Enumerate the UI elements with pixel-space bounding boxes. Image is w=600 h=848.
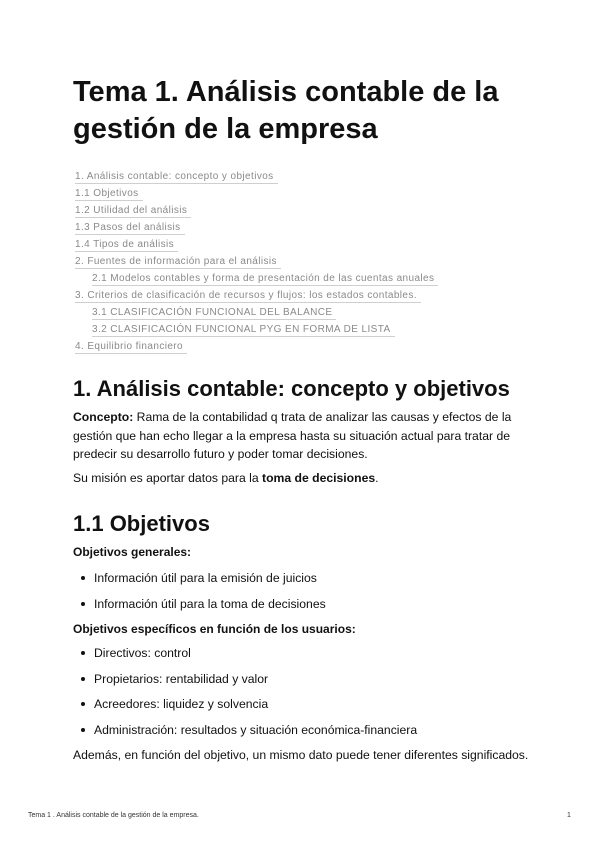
concept-paragraph bbox=[73, 408, 543, 464]
toc-link-3-1[interactable]: 3.1 CLASIFICACIÓN FUNCIONAL DEL BALANCE bbox=[92, 306, 336, 320]
list-item-text: Propietarios: rentabilidad y valor bbox=[94, 671, 269, 686]
toc-link-1-4[interactable]: 1.4 Tipos de análisis bbox=[75, 238, 178, 252]
list-item bbox=[73, 722, 533, 748]
toc-link-2[interactable]: 2. Fuentes de información para el análisis bbox=[75, 255, 281, 269]
list-item-text: Acreedores: liquidez y solvencia bbox=[94, 697, 269, 711]
toc-link-3[interactable]: 3. Criterios de clasificación de recursos y flujos: los estados contables. bbox=[75, 289, 421, 303]
page-number: 1 bbox=[567, 812, 571, 819]
toc-link-1[interactable]: 1. Análisis contable: concepto y objetivos bbox=[75, 170, 278, 184]
general-objectives-list bbox=[73, 570, 533, 621]
list-item-text: Información útil para la emisión de juicios bbox=[94, 571, 317, 585]
toc-link-1-3[interactable]: 1.3 Pasos del análisis bbox=[75, 221, 185, 235]
toc-link-1-1[interactable]: 1.1 Objetivos bbox=[75, 187, 143, 201]
list-item-text: Información útil para la toma de decisiones bbox=[94, 596, 326, 611]
bullet-icon bbox=[81, 728, 85, 732]
concept-text: Rama de la contabilidad q trata de analizar las causas y efectos de la gestión que han echo llegar a la empresa hasta su situación actual para tratar de predecir su desarrollo futuro y poder tomar decisiones. bbox=[73, 410, 512, 461]
concept-label: Concepto: bbox=[73, 410, 134, 424]
specific-objectives-list bbox=[73, 645, 533, 747]
toc-link-3-2[interactable]: 3.2 CLASIFICACIÓN FUNCIONAL PYG EN FORMA DE LISTA bbox=[92, 323, 395, 337]
toc-link-2-1[interactable]: 2.1 Modelos contables y forma de presentación de las cuentas anuales bbox=[92, 272, 438, 286]
list-item bbox=[73, 671, 533, 697]
bullet-icon bbox=[81, 702, 85, 706]
bullet-icon bbox=[81, 602, 85, 606]
bullet-icon bbox=[81, 677, 85, 681]
list-item bbox=[73, 570, 533, 596]
list-item bbox=[73, 645, 533, 671]
general-objectives-label: Objetivos generales: bbox=[73, 545, 192, 559]
list-item bbox=[73, 696, 533, 722]
bullet-icon bbox=[81, 651, 85, 655]
closing-paragraph: Además, en función del objetivo, un mismo dato puede tener diferentes significados. bbox=[73, 748, 529, 762]
page-title: Tema 1. Análisis contable de la gestión de la empresa bbox=[73, 76, 499, 145]
list-item bbox=[73, 596, 533, 622]
mission-suffix: . bbox=[375, 471, 379, 485]
list-item-text: Administración: resultados y situación económica-financiera bbox=[94, 722, 418, 737]
toc-link-1-2[interactable]: 1.2 Utilidad del análisis bbox=[75, 204, 191, 218]
bullet-icon bbox=[81, 576, 85, 580]
mission-bold: toma de decisiones bbox=[262, 471, 376, 485]
specific-objectives-label: Objetivos específicos en función de los usuarios: bbox=[73, 622, 356, 636]
mission-paragraph bbox=[73, 469, 543, 488]
section-1-1-heading: 1.1 Objetivos bbox=[73, 511, 210, 536]
mission-prefix: Su misión es aportar datos para la bbox=[73, 471, 263, 485]
toc-link-4[interactable]: 4. Equilibrio financiero bbox=[75, 340, 187, 354]
footer-title: Tema 1 . Análisis contable de la gestión de la empresa. bbox=[28, 812, 199, 819]
section-1-heading: 1. Análisis contable: concepto y objetivos bbox=[73, 376, 510, 401]
list-item-text: Directivos: control bbox=[94, 646, 191, 660]
